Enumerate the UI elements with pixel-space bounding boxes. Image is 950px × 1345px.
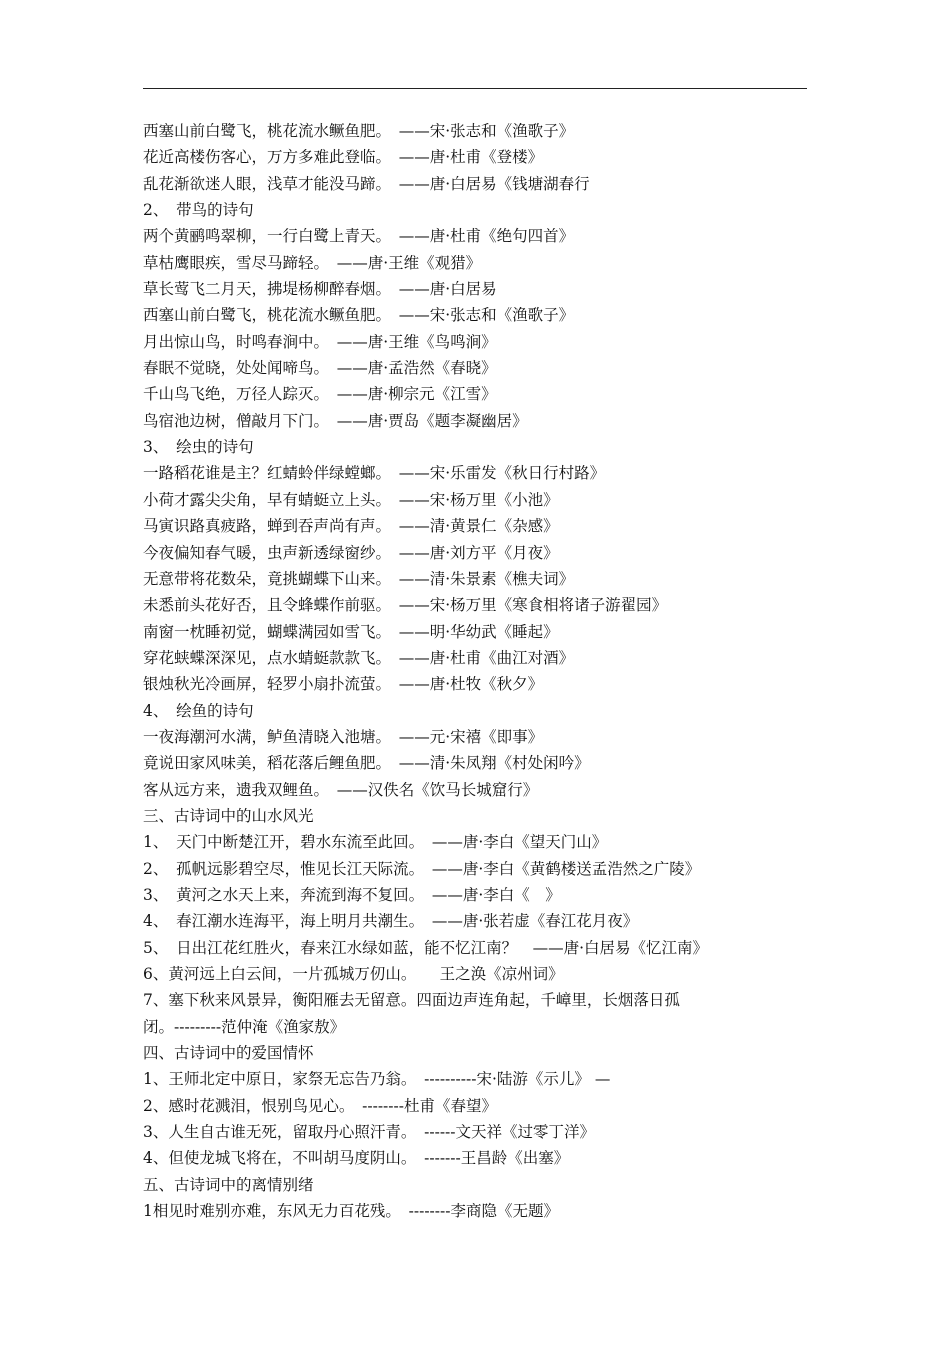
text-line: 竟说田家风味美，稻花落后鲤鱼肥。 ——清·朱凤翔《村处闲吟》 xyxy=(143,754,590,773)
text-line: 草长莺飞二月天，拂堤杨柳醉春烟。 ——唐·白居易 xyxy=(143,280,497,299)
text-line: 鸟宿池边树，僧敲月下门。 ——唐·贾岛《题李凝幽居》 xyxy=(143,411,528,430)
text-line: 未悉前头花好否，且令蜂蝶作前驱。 ——宋·杨万里《寒食相将诸子游翟园》 xyxy=(143,596,668,615)
text-line: 一路稻花谁是主？红蜻蛉伴绿螳螂。 ——宋·乐雷发《秋日行村路》 xyxy=(143,464,606,483)
section-heading: 4、 绘鱼的诗句 xyxy=(143,701,254,720)
text-line: 银烛秋光冷画屏，轻罗小扇扑流萤。 ——唐·杜牧《秋夕》 xyxy=(143,675,544,694)
section-heading: 3、 绘虫的诗句 xyxy=(143,438,254,457)
text-line: 乱花渐欲迷人眼，浅草才能没马蹄。 ——唐·白居易《钱塘湖春行 xyxy=(143,174,590,193)
text-line: 春眠不觉晓，处处闻啼鸟。 ——唐·孟浩然《春晓》 xyxy=(143,359,497,378)
text-line: 2、 孤帆远影碧空尽，惟见长江天际流。 ——唐·李白《黄鹤楼送孟浩然之广陵》 xyxy=(143,859,701,878)
text-line: 4、但使龙城飞将在，不叫胡马度阴山。 -------王昌龄《出塞》 xyxy=(143,1149,570,1168)
text-line: 7、塞下秋来风景异，衡阳雁去无留意。四面边声连角起，千嶂里，长烟落日孤 xyxy=(143,991,680,1010)
text-line: 小荷才露尖尖角，早有蜻蜓立上头。 ——宋·杨万里《小池》 xyxy=(143,490,559,509)
text-line: 马寅识路真疲路，蝉到吞声尚有声。 ——清·黄景仁《杂感》 xyxy=(143,517,559,536)
text-line: 1、王师北定中原日，家祭无忘告乃翁。 ----------宋·陆游《示儿》 — xyxy=(143,1070,611,1089)
text-line: 4、 春江潮水连海平，海上明月共潮生。 ——唐·张若虚《春江花月夜》 xyxy=(143,912,639,931)
text-line: 千山鸟飞绝，万径人踪灭。 ——唐·柳宗元《江雪》 xyxy=(143,385,497,404)
header-rule xyxy=(143,88,807,89)
poem-list xyxy=(143,118,823,1224)
text-line: 2、感时花溅泪，恨别鸟见心。 --------杜甫《春望》 xyxy=(143,1096,498,1115)
text-line: 无意带将花数朵，竟挑蝴蝶下山来。 ——清·朱景素《樵夫词》 xyxy=(143,569,575,588)
text-line: 两个黄鹂鸣翠柳，一行白鹭上青天。 ——唐·杜甫《绝句四首》 xyxy=(143,227,575,246)
text-line: 今夜偏知春气暖，虫声新透绿窗纱。 ——唐·刘方平《月夜》 xyxy=(143,543,559,562)
text-line: 草枯鹰眼疾，雪尽马蹄轻。 ——唐·王维《观猎》 xyxy=(143,253,482,272)
text-line: 穿花蛱蝶深深见，点水蜻蜓款款飞。 ——唐·杜甫《曲江对酒》 xyxy=(143,648,575,667)
text-line: 5、 日出江花红胜火，春来江水绿如蓝，能不忆江南？ ——唐·白居易《忆江南》 xyxy=(143,938,709,957)
section-heading: 2、 带鸟的诗句 xyxy=(143,201,254,220)
section-heading: 三、古诗词中的山水风光 xyxy=(143,806,314,825)
text-line: 闭。---------范仲淹《渔家敖》 xyxy=(143,1017,346,1036)
text-line: 西塞山前白鹭飞，桃花流水鳜鱼肥。 ——宋·张志和《渔歌子》 xyxy=(143,306,575,325)
text-line: 花近高楼伤客心，万方多难此登临。 ——唐·杜甫《登楼》 xyxy=(143,148,544,167)
text-line: 月出惊山鸟，时鸣春涧中。 ——唐·王维《鸟鸣涧》 xyxy=(143,332,497,351)
text-line: 3、人生自古谁无死，留取丹心照汗青。 ------文天祥《过零丁洋》 xyxy=(143,1123,596,1142)
text-line: 6、黄河远上白云间，一片孤城万仞山。 王之涣《凉州词》 xyxy=(143,965,564,983)
section-heading: 四、古诗词中的爱国情怀 xyxy=(143,1044,314,1063)
text-line: 1相见时难别亦难，东风无力百花残。 --------李商隐《无题》 xyxy=(143,1202,560,1221)
text-line: 南窗一枕睡初觉，蝴蝶满园如雪飞。 ——明·华幼武《睡起》 xyxy=(143,622,559,641)
text-line: 客从远方来，遗我双鲤鱼。 ——汉佚名《饮马长城窟行》 xyxy=(143,780,539,799)
text-line: 西塞山前白鹭飞，桃花流水鳜鱼肥。 ——宋·张志和《渔歌子》 xyxy=(143,122,575,140)
section-heading: 五、古诗词中的离情别绪 xyxy=(143,1175,314,1194)
text-line: 3、 黄河之水天上来，奔流到海不复回。 ——唐·李白《 》 xyxy=(143,885,561,904)
text-line: 一夜海潮河水满，鲈鱼清晓入池塘。 ——元·宋禧《即事》 xyxy=(143,727,544,746)
text-line: 1、 天门中断楚江开，碧水东流至此回。 ——唐·李白《望天门山》 xyxy=(143,833,608,852)
